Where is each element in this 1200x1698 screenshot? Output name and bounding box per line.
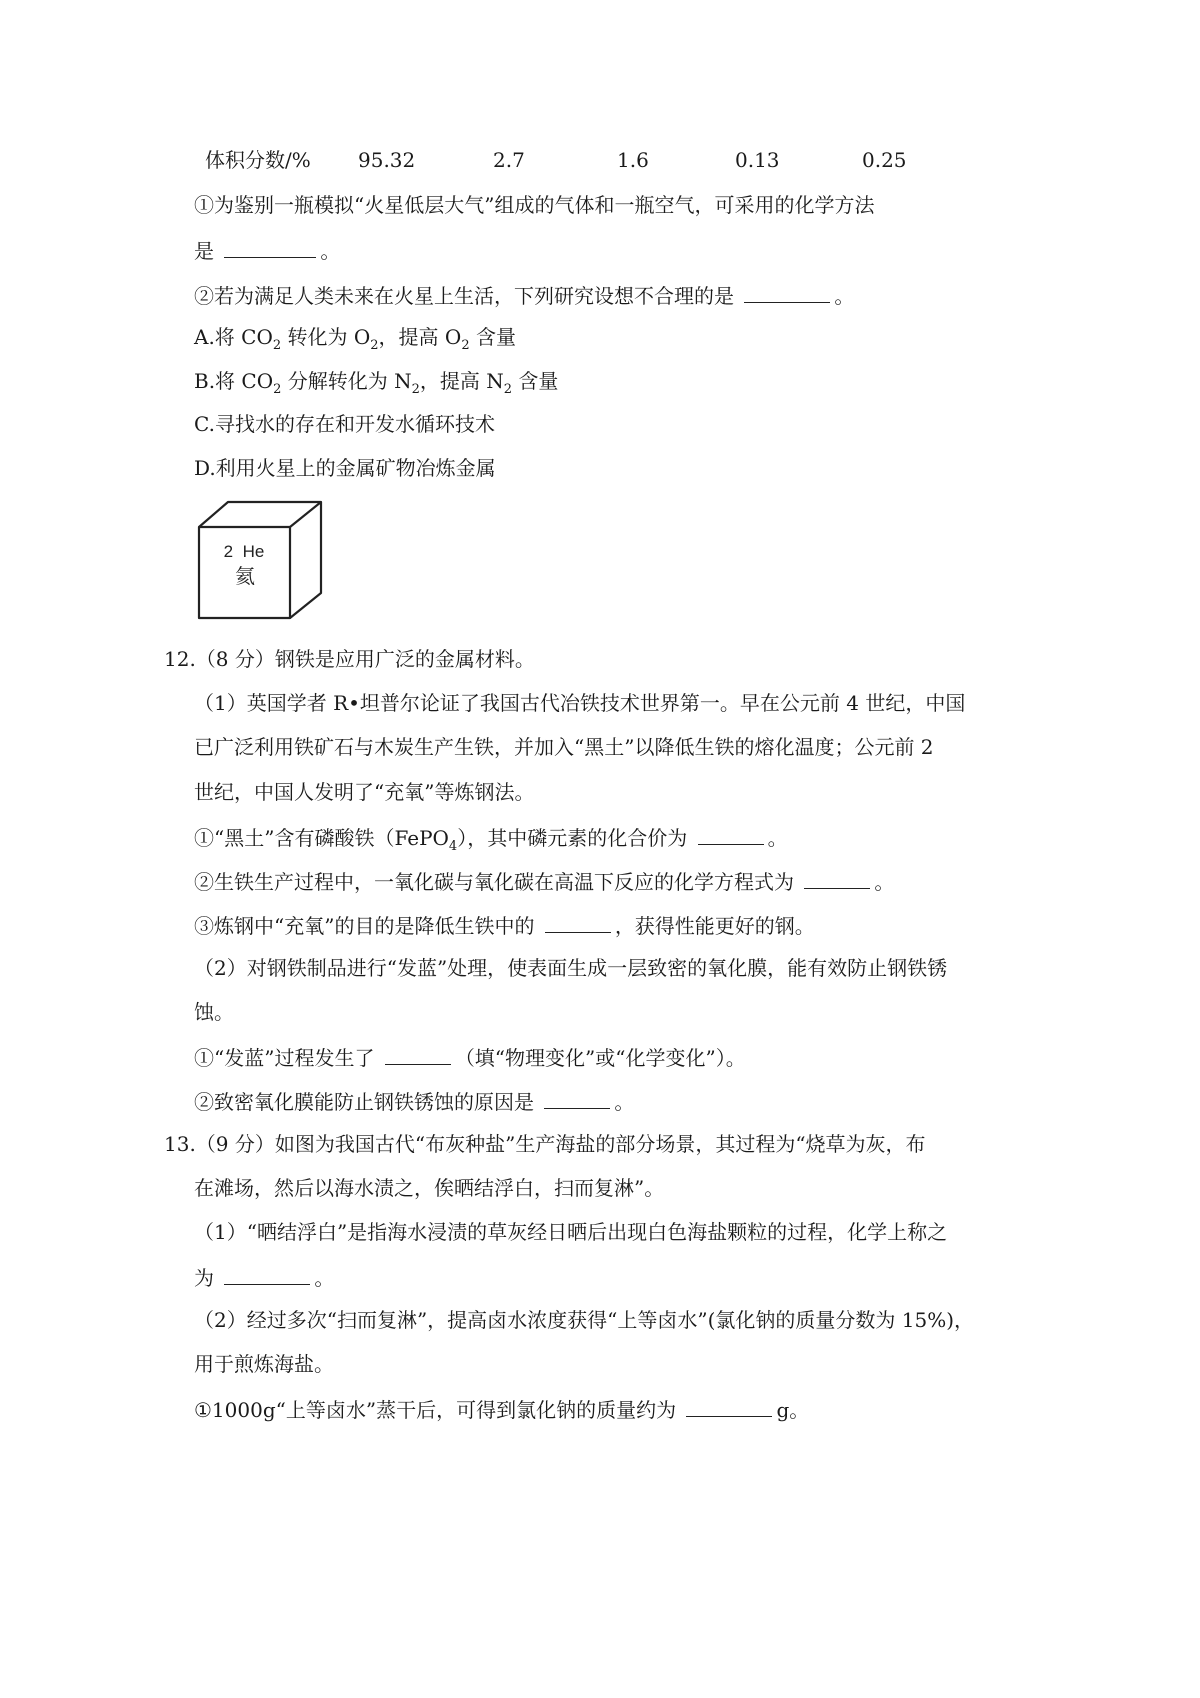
q11-part1-line1: ①为鉴别一瓶模拟“火星低层大气”组成的气体和一瓶空气，可采用的化学方法 xyxy=(194,193,875,217)
option-b: B.将 $CO_2$ 分解转化为 $N_2$，提高 $N_2$ 含量 xyxy=(194,369,559,397)
helium-cube-figure xyxy=(196,499,326,623)
element-name: 氦 xyxy=(235,564,255,588)
element-symbol: 2 He xyxy=(223,542,265,561)
q12-q3: ③炼钢中“充氧”的目的是降低生铁中的 ，获得性能更好的钢。 xyxy=(194,914,815,938)
answer-blank[interactable] xyxy=(385,1046,451,1065)
answer-blank[interactable] xyxy=(804,870,870,889)
table-cell: 0.13 xyxy=(735,148,780,172)
table-cell: 1.6 xyxy=(617,148,649,172)
q12-sub1-line2: 已广泛利用铁矿石与木炭生产生铁，并加入“黑土”以降低生铁的熔化温度；公元前 2 xyxy=(194,735,934,759)
q13-sub1-line1: （1）“晒结浮白”是指海水浸渍的草灰经日晒后出现白色海盐颗粒的过程，化学上称之 xyxy=(194,1220,948,1244)
option-d: D.利用火星上的金属矿物冶炼金属 xyxy=(194,456,496,480)
table-cell: 2.7 xyxy=(493,148,525,172)
q11-part2: ②若为满足人类未来在火星上生活，下列研究设想不合理的是 。 xyxy=(194,284,855,308)
q12-heading: 12.（8 分）钢铁是应用广泛的金属材料。 xyxy=(164,647,535,671)
q12-q4: ①“发蓝”过程发生了 （填“物理变化”或“化学变化”）。 xyxy=(194,1046,746,1070)
answer-blank[interactable] xyxy=(224,239,316,258)
table-row-label: 体积分数/% xyxy=(205,148,311,172)
q12-sub1-line3: 世纪，中国人发明了“充氧”等炼钢法。 xyxy=(194,780,535,804)
q11-part1-line2: 是 。 xyxy=(194,239,341,263)
q12-sub2-line2: 蚀。 xyxy=(194,1000,234,1024)
q13-sub2-line1: （2）经过多次“扫而复淋”，提高卤水浓度获得“上等卤水”(氯化钠的质量分数为 15%)， xyxy=(194,1308,975,1332)
q12-q5: ②致密氧化膜能防止钢铁锈蚀的原因是 。 xyxy=(194,1090,635,1114)
answer-blank[interactable] xyxy=(698,826,764,845)
q12-sub2-line1: （2）对钢铁制品进行“发蓝”处理，使表面生成一层致密的氧化膜，能有效防止钢铁锈 xyxy=(194,956,948,980)
option-c: C.寻找水的存在和开发水循环技术 xyxy=(194,412,495,436)
q12-q1: ①“黑土”含有磷酸铁（FePO$_4$），其中磷元素的化合价为 。 xyxy=(194,826,788,854)
answer-blank[interactable] xyxy=(544,1090,610,1109)
answer-blank[interactable] xyxy=(686,1398,772,1417)
option-a: A.将 $CO_2$ 转化为 $O_2$，提高 $O_2$ 含量 xyxy=(194,325,516,353)
answer-blank[interactable] xyxy=(224,1266,310,1285)
q12-sub1-line1: （1）英国学者 R•坦普尔论证了我国古代冶铁技术世界第一。早在公元前 4 世纪，中国 xyxy=(194,691,966,715)
table-cell: 0.25 xyxy=(862,148,907,172)
q13-q1: ①1000g“上等卤水”蒸干后，可得到氯化钠的质量约为 g。 xyxy=(194,1398,810,1422)
q13-sub2-line2: 用于煎炼海盐。 xyxy=(194,1352,334,1376)
answer-blank[interactable] xyxy=(744,284,830,303)
table-cell: 95.32 xyxy=(358,148,416,172)
q13-sub1-line2: 为 。 xyxy=(194,1266,335,1290)
answer-blank[interactable] xyxy=(545,914,611,933)
q13-heading-line1: 13.（9 分）如图为我国古代“布灰种盐”生产海盐的部分场景，其过程为“烧草为灰，布 xyxy=(164,1132,926,1156)
q12-q2: ②生铁生产过程中，一氧化碳与氧化碳在高温下反应的化学方程式为 。 xyxy=(194,870,895,894)
q13-heading-line2: 在滩场，然后以海水渍之，俟晒结浮白，扫而复淋”。 xyxy=(194,1176,665,1200)
